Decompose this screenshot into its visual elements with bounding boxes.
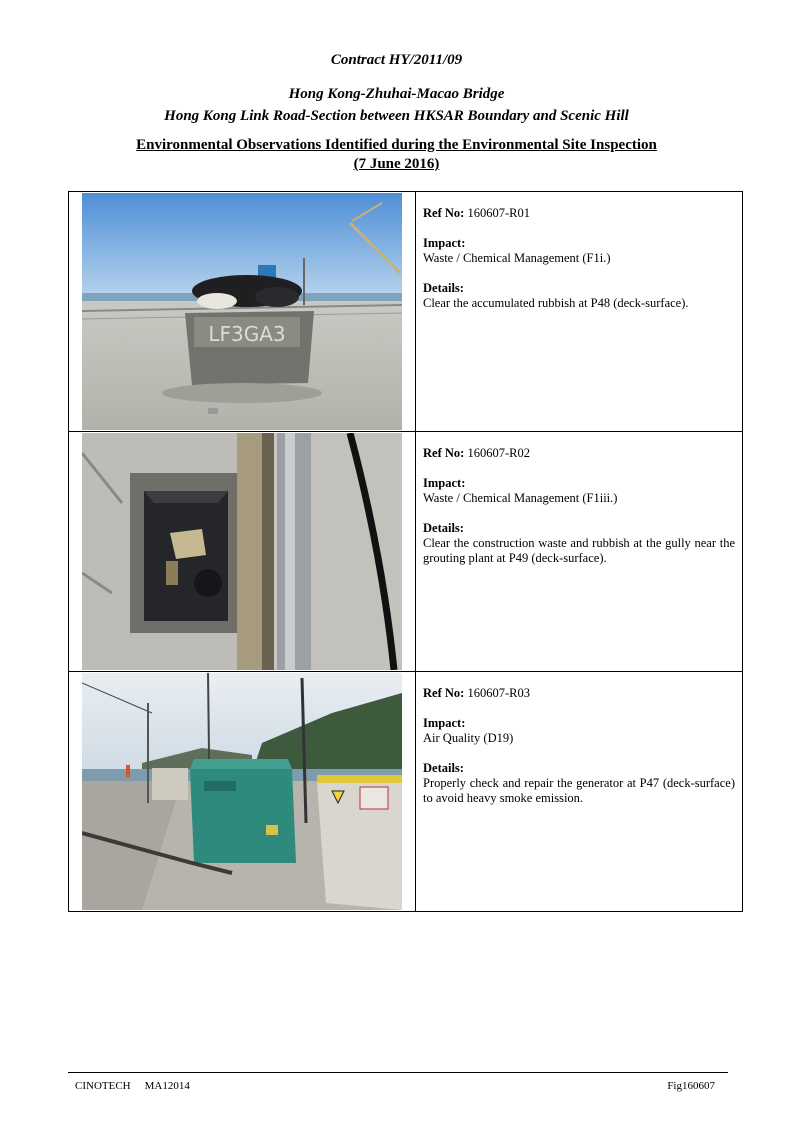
ref-number: 160607-R01 (467, 206, 530, 220)
observation-text (416, 432, 743, 672)
document-title: Environmental Observations Identified during the Environmental Site Inspection (136, 137, 657, 153)
report-number: MA12014 (144, 1080, 190, 1092)
ref-label: Ref No: (423, 446, 465, 460)
photo-cell (69, 432, 416, 672)
observation-text (416, 672, 743, 912)
details-value: Clear the accumulated rubbish at P48 (deck-surface). (423, 296, 689, 310)
ref-number: 160607-R03 (467, 686, 530, 700)
observation-row (69, 432, 743, 672)
project-section: Hong Kong Link Road-Section between HKSAR Boundary and Scenic Hill (164, 108, 629, 124)
observation-row (69, 672, 743, 912)
observations-table (68, 191, 743, 912)
impact-value: Air Quality (D19) (423, 731, 514, 745)
ref-label: Ref No: (423, 686, 465, 700)
observation-text (416, 192, 743, 432)
ref-label: Ref No: (423, 206, 465, 220)
footer-divider (68, 1072, 728, 1073)
impact-label: Impact: (423, 476, 466, 490)
project-name: Hong Kong-Zhuhai-Macao Bridge (288, 86, 505, 102)
photo-gully (82, 433, 402, 670)
footer-left (75, 1080, 190, 1092)
ref-number: 160607-R02 (467, 446, 530, 460)
details-label: Details: (423, 761, 464, 775)
photo-cell (69, 192, 416, 432)
impact-label: Impact: (423, 716, 466, 730)
details-label: Details: (423, 521, 464, 535)
skip-stencil-text: LF3GA3 (208, 322, 286, 346)
impact-value: Waste / Chemical Management (F1i.) (423, 251, 611, 265)
contract-number: Contract HY/2011/09 (330, 52, 463, 68)
observation-row (69, 192, 743, 432)
details-value: Properly check and repair the generator at P47 (deck-surface) to avoid heavy smoke emission. (423, 776, 735, 805)
details-label: Details: (423, 281, 464, 295)
photo-rubbish-skip (82, 193, 402, 430)
company-name: CINOTECH (75, 1080, 131, 1092)
photo-generator (82, 673, 402, 910)
details-value: Clear the construction waste and rubbish at the gully near the grouting plant at P49 (deck-surface). (423, 536, 735, 565)
impact-value: Waste / Chemical Management (F1iii.) (423, 491, 618, 505)
inspection-date: (7 June 2016) (353, 156, 440, 172)
impact-label: Impact: (423, 236, 466, 250)
figure-number: Fig160607 (667, 1080, 715, 1092)
photo-cell (69, 672, 416, 912)
